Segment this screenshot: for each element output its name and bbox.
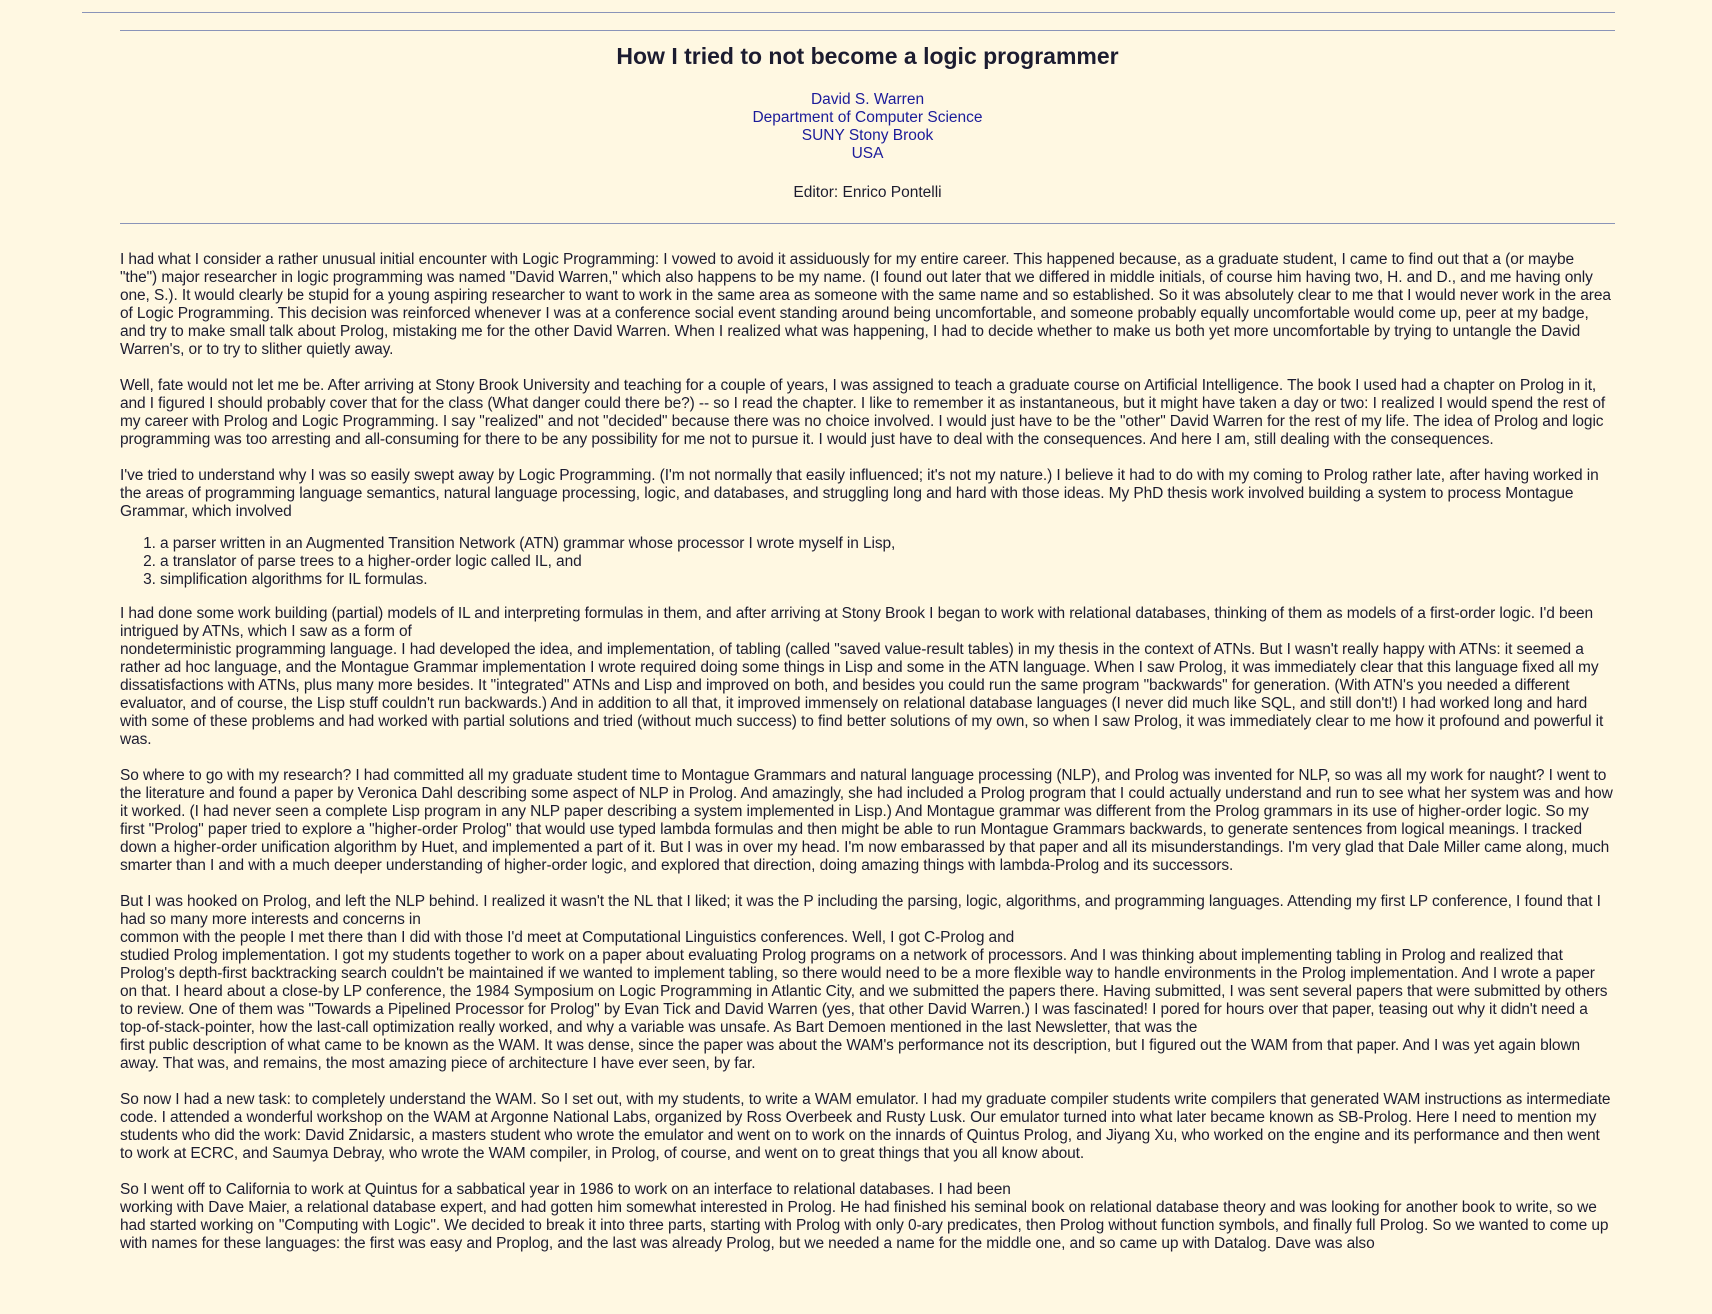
paragraph-line: common with the people I met there than I did with those I'd meet at Computational Linguistics conferences. Well, I got C-Prolog and: [120, 929, 1015, 946]
author-name: David S. Warren: [810, 91, 925, 108]
author-country: USA: [851, 145, 884, 162]
paragraph-line: first public description of what came to be known as the WAM. It was dense, since the paper was about the WAM's performance not its description, but I figured out the WAM from that paper. And I was yet again blown away. That was, and remains, the most amazing piece of architecture I have ever seen, by far.: [120, 1037, 1581, 1072]
editor-line: Editor: Enrico Pontelli: [793, 184, 942, 201]
paragraph: So where to go with my research? I had committed all my graduate student time to Montague Grammars and natural language processing (NLP), and Prolog was invented for NLP, so was all my work for naught? I went to the literature and found a paper by Veronica Dahl describing some aspect of NLP in Prolog. And amazingly, she had included a Prolog program that I could actually understand and run to see what her system was and how it worked. (I had never seen a complete Lisp program in any NLP paper describing a system implemented in Lisp.) And Montague grammar was different from the Prolog grammars in its use of higher-order logic. So my first "Prolog" paper tried to explore a "higher-order Prolog" that would use typed lambda formulas and then might be able to run Montague Grammars backwards, to generate sentences from logical meanings. I tracked down a higher-order unification algorithm by Huet, and implemented a part of it. But I was in over my head. I'm now embarassed by that paper and all its misunderstandings. I'm very glad that Dale Miller came along, much smarter than I and with a much deeper understanding of higher-order logic, and explored that direction, doing amazing things with lambda-Prolog and its successors.: [120, 767, 1613, 874]
header-bottom-rule: [120, 223, 1615, 224]
paragraph: So now I had a new task: to completely understand the WAM. So I set out, with my students, to write a WAM emulator. I had my graduate compiler students write compilers that generated WAM instructions as intermediate code. I attended a wonderful workshop on the WAM at Argonne National Labs, organized by Ross Overbeek and Rusty Lusk. Our emulator turned into what later became known as SB-Prolog. Here I need to mention my students who did the work: David Znidarsic, a masters student who wrote the emulator and went on to work on the innards of Quintus Prolog, and Jiyang Xu, who worked on the engine and its performance and then went to work at ECRC, and Saumya Debray, who wrote the WAM compiler, in Prolog, of course, and went on to great things that you all know about.: [120, 1091, 1611, 1162]
article: [120, 30, 1615, 1271]
paragraph: Well, fate would not let me be. After arriving at Stony Brook University and teaching for a couple of years, I was assigned to teach a graduate course on Artificial Intelligence. The book I used had a chapter on Prolog in it, and I figured I should probably cover that for the class (What danger could there be?) -- so I read the chapter. I like to remember it as instantaneous, but it might have taken a day or two: I realized I would spend the rest of my career with Prolog and Logic Programming. I say "realized" and not "decided" because there was no choice involved. I would just have to be the "other" David Warren for the rest of my life. The idea of Prolog and logic programming was too arresting and all-consuming for there to be any possibility for me not to pursue it. I would just have to deal with the consequences. And here I am, still dealing with the consequences.: [120, 377, 1606, 448]
top-rule: [82, 12, 1615, 13]
paragraph-line: But I was hooked on Prolog, and left the NLP behind. I realized it wasn't the NL that I liked; it was the P including the parsing, logic, algorithms, and programming languages. Attending my first LP conference, I found that I had so many more interests and concerns in: [120, 893, 1601, 928]
list-item: 1. a parser written in an Augmented Transition Network (ATN) grammar whose processor I wrote myself in Lisp,: [160, 535, 1615, 553]
paragraph-line: I had done some work building (partial) models of IL and interpreting formulas in them, and after arriving at Stony Brook I began to work with relational databases, thinking of them as models of a first-order logic. I'd been intrigued by ATNs, which I saw as a form of: [120, 605, 1594, 640]
paragraph-line: studied Prolog implementation. I got my students together to work on a paper about evaluating Prolog programs on a network of processors. And I was thinking about implementing tabling in Prolog and realized that Prolog's depth-first backtracking search couldn't be maintained if we wanted to implement tabling, so there would need to be a more flexible way to handle environments in the Prolog implementation. And I wrote a paper on that. I heard about a close-by LP conference, the 1984 Symposium on Logic Programming in Atlantic City, and we submitted the papers there. Having submitted, I was sent several papers that were submitted by others to review. One of them was "Towards a Pipelined Processor for Prolog" by Evan Tick and David Warren (yes, that other David Warren.) I was fascinated! I pored for hours over that paper, teasing out why it didn't need a top-of-stack-pointer, how the last-call optimization really worked, and why a variable was unsafe. As Bart Demoen mentioned in the last Newsletter, that was the: [120, 947, 1608, 1036]
list-item: 2. a translator of parse trees to a higher-order logic called IL, and: [160, 553, 1615, 571]
article-body: [120, 251, 1615, 1253]
paragraph: [120, 1181, 1615, 1253]
paragraph-line: working with Dave Maier, a relational database expert, and had gotten him somewhat interested in Prolog. He had finished his seminal book on relational database theory and was looking for another book to write, so we had started working on "Computing with Logic". We decided to break it into three parts, starting with Prolog with only 0-ary predicates, then Prolog without function symbols, and finally full Prolog. So we wanted to come up with names for these languages: the first was easy and Proplog, and the last was already Prolog, but we needed a name for the middle one, and so came up with Datalog. Dave was also: [120, 1199, 1609, 1252]
paragraph: [120, 605, 1615, 749]
list-item: 3. simplification algorithms for IL formulas.: [160, 571, 1615, 589]
paragraph-line: So I went off to California to work at Quintus for a sabbatical year in 1986 to work on an interface to relational databases. I had been: [120, 1181, 1011, 1198]
thesis-list: [120, 535, 1615, 589]
header-rule: [120, 30, 1615, 31]
author-department: Department of Computer Science: [752, 109, 983, 126]
author-university: SUNY Stony Brook: [801, 127, 934, 144]
paragraph-line: nondeterministic programming language. I had developed the idea, and implementation, of tabling (called "saved value-result tables) in my thesis in the context of ATNs. But I wasn't really happy with ATNs: it seemed a rather ad hoc language, and the Montague Grammar implementation I wrote required doing some things in Lisp and some in the ATN language. When I saw Prolog, it was immediately clear that this language fixed all my dissatisfactions with ATNs, plus many more besides. It "integrated" ATNs and Lisp and improved on both, and besides you could run the same program "backwards" for generation. (With ATN's you needed a different evaluator, and of course, the Lisp stuff couldn't run backwards.) And in addition to all that, it improved immensely on relational database languages (I never did much like SQL, and still don't!) I had worked long and hard with some of these problems and had worked with partial solutions and tried (without much success) to find better solutions of my own, so when I saw Prolog, it was immediately clear to me how it profound and powerful it was.: [120, 641, 1604, 748]
paragraph: I had what I consider a rather unusual initial encounter with Logic Programming: I vowed to avoid it assiduously for my entire career. This happened because, as a graduate student, I came to find out that a (or maybe "the") major researcher in logic programming was named "David Warren," which also happens to be my name. (I found out later that we differed in middle initials, of course him having two, H. and D., and me having only one, S.). It would clearly be stupid for a young aspiring researcher to want to work in the same area as someone with the same name and so established. So it was absolutely clear to me that I would never work in the area of Logic Programming. This decision was reinforced whenever I was at a conference social event standing around being uncomfortable, and someone probably equally uncomfortable would come up, peer at my badge, and try to make small talk about Prolog, mistaking me for the other David Warren. When I realized what was happening, I had to decide whether to make us both yet more uncomfortable by trying to untangle the David Warren's, or to try to slither quietly away.: [120, 251, 1611, 358]
author-block: [120, 91, 1615, 163]
article-title: How I tried to not become a logic programmer: [616, 43, 1119, 69]
paragraph: I've tried to understand why I was so easily swept away by Logic Programming. (I'm not normally that easily influenced; it's not my nature.) I believe it had to do with my coming to Prolog rather late, after having worked in the areas of programming language semantics, natural language processing, logic, and databases, and struggling long and hard with those ideas. My PhD thesis work involved building a system to process Montague Grammar, which involved: [120, 467, 1599, 520]
paragraph: [120, 893, 1615, 1073]
